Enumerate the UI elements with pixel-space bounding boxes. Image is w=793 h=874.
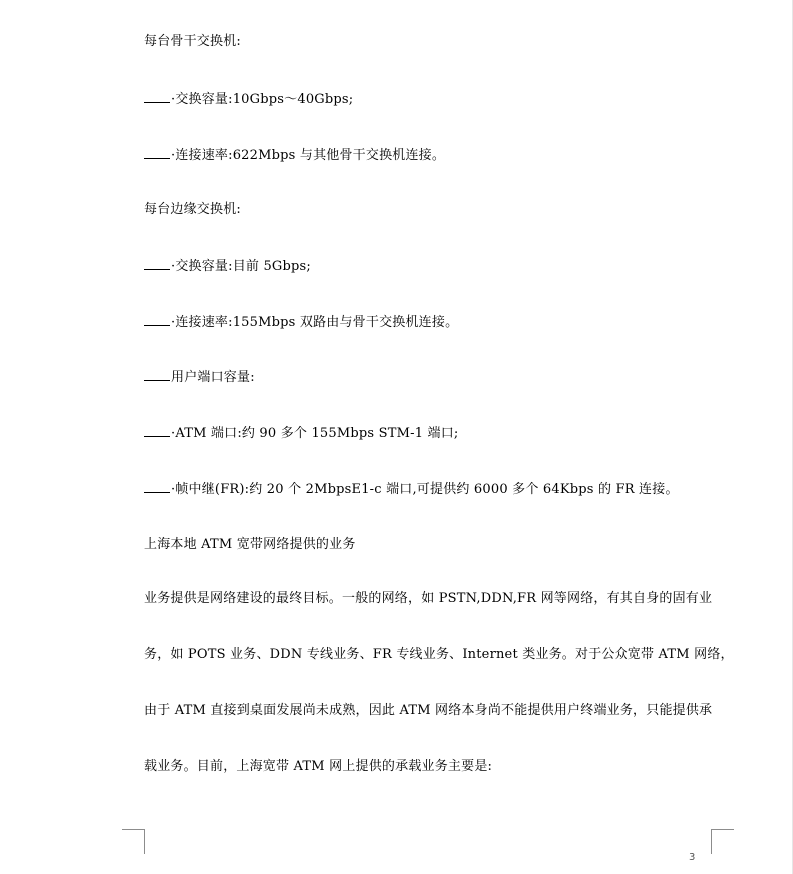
blank-underline	[144, 91, 170, 103]
line-text: 由于 ATM 直接到桌面发展尚未成熟，因此 ATM 网络本身尚不能提供用户终端业务，只能提供承	[144, 703, 713, 718]
line-text: ·帧中继(FR):约 20 个 2MbpsE1-c 端口,可提供约 6000 多个 64Kbps 的 FR 连接。	[171, 482, 679, 497]
line-text: 每台骨干交换机:	[144, 34, 241, 49]
text-line-edge-switch	[144, 202, 241, 218]
line-text: 载业务。目前，上海宽带 ATM 网上提供的承载业务主要是:	[144, 759, 493, 774]
margin-corner-mark-right	[711, 829, 734, 854]
blank-underline	[144, 314, 170, 326]
line-text: 上海本地 ATM 宽带网络提供的业务	[144, 537, 356, 552]
text-line-backbone-capacity	[144, 91, 353, 108]
text-line-backbone-rate	[144, 147, 445, 164]
line-text: ·连接速率:622Mbps 与其他骨干交换机连接。	[171, 148, 446, 163]
section-heading	[144, 537, 356, 553]
line-text: 业务提供是网络建设的最终目标。一般的网络，如 PSTN,DDN,FR 网等网络，有其自身的固有业	[144, 591, 713, 606]
text-line-frame-relay	[144, 481, 679, 498]
paragraph-line-1	[144, 591, 712, 607]
blank-underline	[144, 147, 170, 159]
paragraph-line-3	[144, 703, 712, 719]
text-line-backbone-switch	[144, 34, 241, 50]
blank-underline	[144, 425, 170, 437]
line-text: ·连接速率:155Mbps 双路由与骨干交换机连接。	[171, 315, 459, 330]
line-text: ·交换容量:10Gbps～40Gbps;	[171, 92, 354, 107]
text-line-edge-capacity	[144, 258, 311, 275]
text-line-edge-rate	[144, 314, 458, 331]
line-text: ·ATM 端口:约 90 多个 155Mbps STM-1 端口;	[171, 426, 459, 441]
line-text: 务，如 POTS 业务、DDN 专线业务、FR 专线业务、Internet 类业务。对于公众宽带 ATM 网络，	[144, 647, 734, 662]
line-text: ·交换容量:目前 5Gbps;	[171, 259, 311, 274]
paragraph-line-4	[144, 759, 492, 775]
text-line-user-ports	[144, 369, 255, 386]
blank-underline	[144, 369, 170, 381]
text-line-atm-ports	[144, 425, 458, 442]
margin-corner-mark-left	[122, 829, 145, 854]
line-text: 用户端口容量:	[171, 370, 255, 385]
line-text: 每台边缘交换机:	[144, 202, 241, 217]
paragraph-line-2	[144, 647, 734, 663]
page-number: 3	[689, 852, 696, 863]
blank-underline	[144, 258, 170, 270]
blank-underline	[144, 481, 170, 493]
